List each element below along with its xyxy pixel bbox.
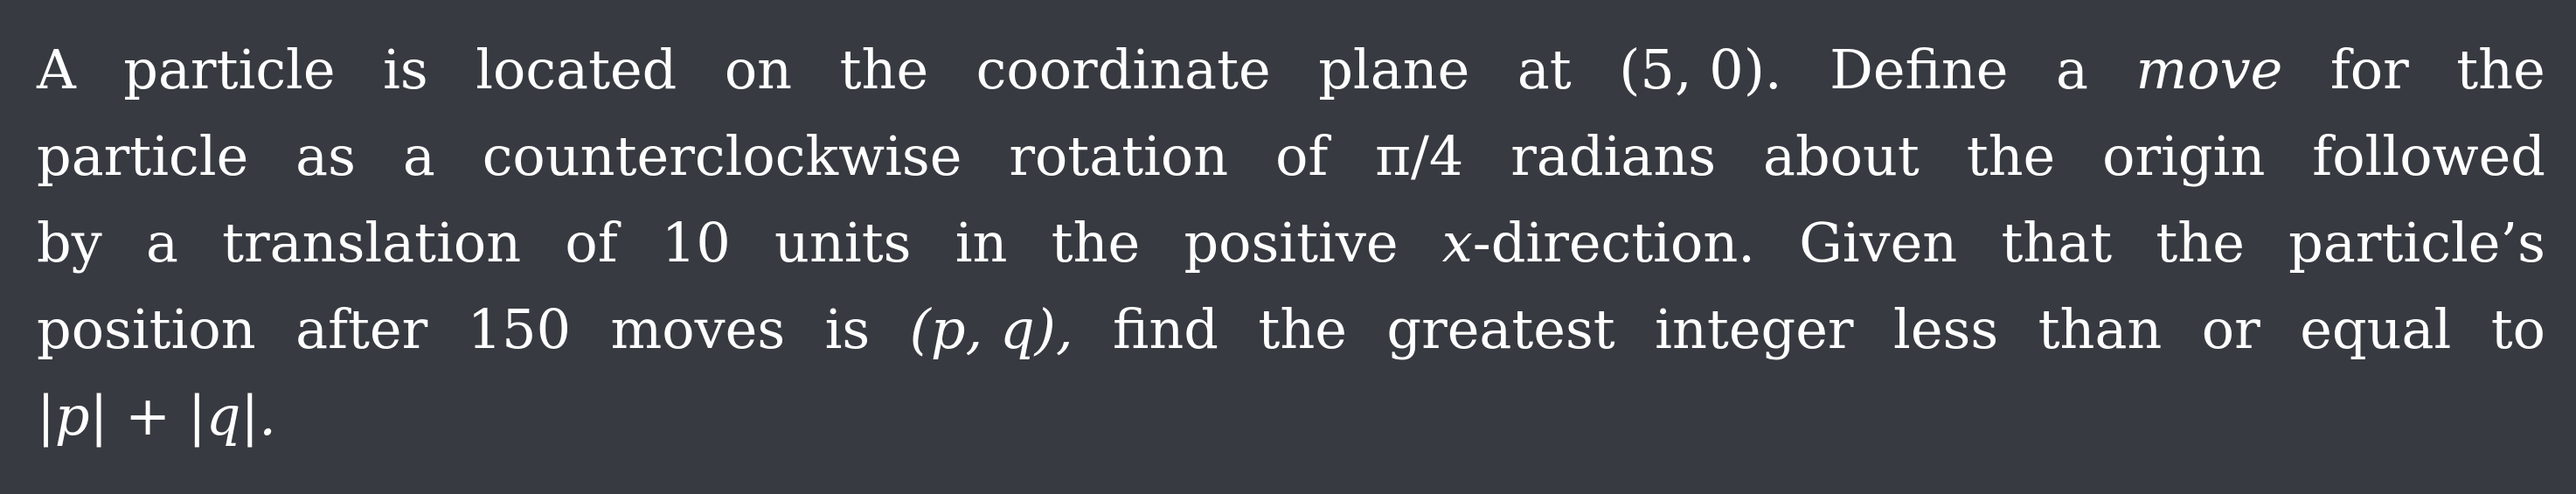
direction-suffix: -direction. <box>1472 211 1755 275</box>
word: the <box>1258 297 1347 361</box>
target-expression: |p| + |q|. <box>37 384 277 448</box>
word: particle’s <box>2288 211 2545 275</box>
word: particle <box>123 38 336 101</box>
word: after <box>295 297 428 361</box>
word: counterclockwise <box>482 124 962 188</box>
word: Define <box>1830 38 2009 101</box>
word: translation <box>222 211 522 275</box>
word: or <box>2201 297 2260 361</box>
word: a <box>2056 38 2088 101</box>
word: Given <box>1799 211 1958 275</box>
word: as <box>295 124 356 188</box>
word: by <box>37 211 102 275</box>
word: position <box>37 297 256 361</box>
word: equal <box>2300 297 2452 361</box>
word: origin <box>2102 124 2266 188</box>
word: in <box>955 211 1008 275</box>
x-direction <box>1442 199 1755 286</box>
word: at <box>1517 38 1572 101</box>
word: coordinate <box>976 38 1271 101</box>
rotation-angle: π/4 <box>1375 124 1464 188</box>
word: less <box>1893 297 1999 361</box>
starting-point: (5, 0). <box>1619 38 1782 101</box>
word: moves <box>610 297 786 361</box>
word: that <box>2001 211 2113 275</box>
word: integer <box>1655 297 1854 361</box>
problem-line-3 <box>37 199 2545 286</box>
word: located <box>476 38 677 101</box>
word: 150 <box>467 297 572 361</box>
word: for <box>2330 38 2409 101</box>
word: units <box>774 211 912 275</box>
word: particle <box>37 124 249 188</box>
word: the <box>2156 211 2245 275</box>
word: the <box>839 38 929 101</box>
word: about <box>1762 124 1920 188</box>
word: plane <box>1318 38 1470 101</box>
problem-text <box>37 26 2545 459</box>
problem-line-4 <box>37 286 2545 372</box>
word: find <box>1113 297 1219 361</box>
problem-line-2 <box>37 113 2545 199</box>
word: of <box>565 211 618 275</box>
word: positive <box>1184 211 1399 275</box>
word: followed <box>2312 124 2545 188</box>
word: 10 <box>661 211 731 275</box>
problem-line-5 <box>37 372 2545 459</box>
word: is <box>383 38 428 101</box>
word: the <box>1966 124 2056 188</box>
final-position: (p, q), <box>909 297 1073 361</box>
word: on <box>724 38 793 101</box>
problem-line-1 <box>37 26 2545 113</box>
word: radians <box>1510 124 1717 188</box>
word: a <box>402 124 435 188</box>
word: of <box>1275 124 1329 188</box>
word: A <box>37 38 76 101</box>
word: than <box>2038 297 2163 361</box>
word: rotation <box>1009 124 1229 188</box>
x-variable: x <box>1441 211 1473 275</box>
word: the <box>1051 211 1141 275</box>
word: is <box>824 297 871 361</box>
word: greatest <box>1386 297 1615 361</box>
word: a <box>145 211 178 275</box>
move-term: move <box>2135 38 2283 101</box>
word: the <box>2456 38 2545 101</box>
word: to <box>2490 297 2545 361</box>
